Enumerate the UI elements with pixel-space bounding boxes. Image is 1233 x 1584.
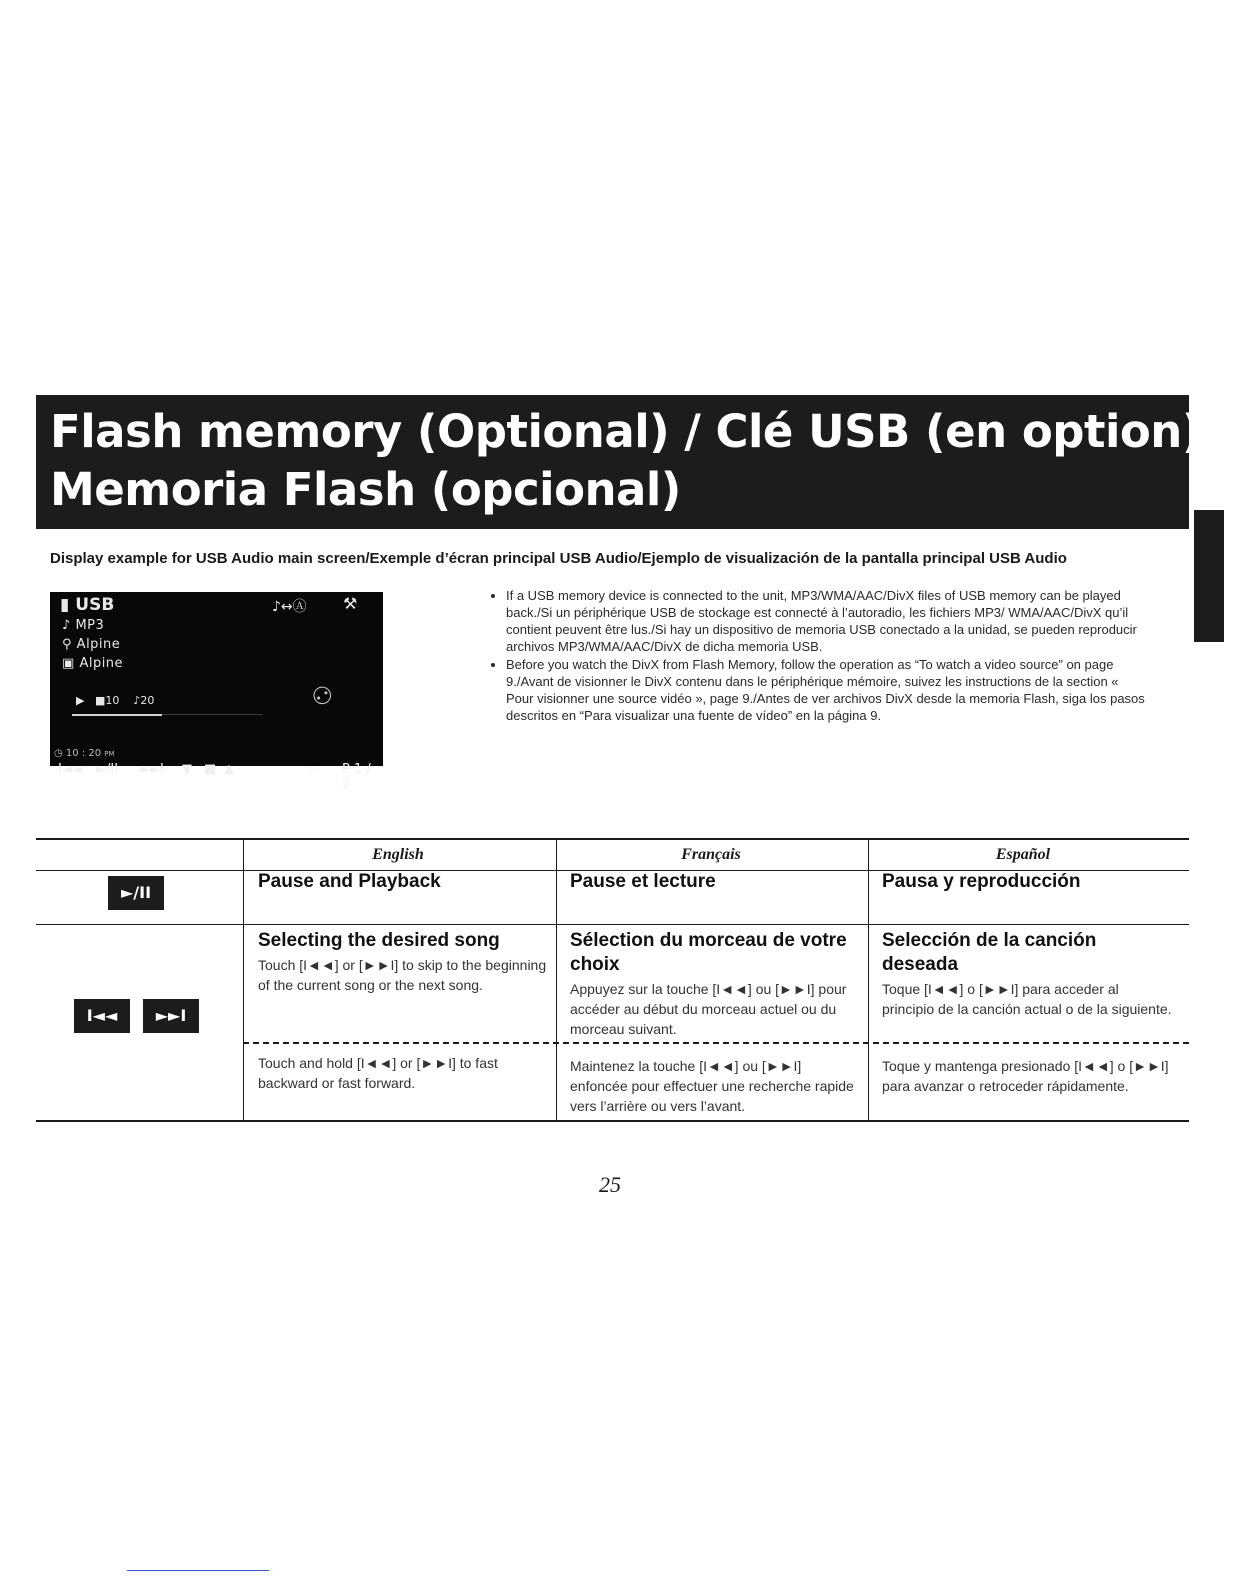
row1-francais-heading: Pause et lecture: [570, 871, 716, 892]
format-row: [62, 618, 104, 633]
progress-bar-track: [162, 714, 262, 715]
column-header-espanol: Español: [995, 846, 1051, 863]
repeat-icon: ♪↔Ⓐ: [272, 599, 307, 615]
album-row: [62, 656, 123, 671]
column-header-english: English: [372, 846, 424, 863]
page-title-bar: [36, 395, 1233, 529]
progress-bar[interactable]: [72, 714, 162, 716]
column-rule: [243, 838, 244, 1120]
page-title-line-2: Memoria Flash (opcional): [50, 463, 681, 516]
page-title-line-1: Flash memory (Optional) / Clé USB (en option) /: [50, 405, 1233, 458]
column-rule: [556, 838, 557, 1120]
row1-espanol: [882, 870, 1172, 894]
artist-label: Alpine: [76, 637, 121, 652]
next-key: ►►I: [143, 999, 199, 1033]
next-track-icon[interactable]: ►►I: [140, 762, 164, 777]
play-pause-key: ►/II: [108, 876, 164, 910]
format-label: MP3: [75, 618, 105, 633]
track-number: 20: [140, 694, 155, 707]
folder-icon: ■: [94, 694, 106, 707]
usb-stick-icon: ▮: [60, 595, 70, 615]
row-rule: [36, 924, 1189, 925]
note-item: • Before you watch the DivX from Flash Memory, follow the operation as “To watch a video source” on page 9./Avant de visionner le DivX contenu dans le périphérique mémoire, suivez les instructions de la section « Pour visionner une source vidéo », page 9./Antes de ver archivos DivX desde la memoria Flash, siga los pasos descritos en “Para visualizar una fuente de vídeo” en la página 9.: [506, 656, 1146, 724]
display-example-caption: Display example for USB Audio main screen/Exemple d’écran principal USB Audio/Ejemplo de visualización de la pantalla principal USB Audio: [50, 550, 1067, 567]
search-icon[interactable]: ⌕: [308, 762, 316, 777]
footnote-rule: [127, 1570, 269, 1571]
usb-symbol-icon: ⚇: [305, 678, 340, 714]
play-pause-icon[interactable]: ►/II: [96, 762, 119, 777]
row1-francais: [570, 870, 860, 894]
row2-francais-text: Appuyez sur la touche [I◄◄] ou [►►I] pour accéder au début du morceau actuel ou du morceau suivant.: [570, 981, 847, 1037]
folder-number: 10: [105, 694, 120, 707]
track-icon: ♪: [133, 694, 141, 707]
row2-espanol-hold: [882, 1054, 1172, 1096]
note-item: • If a USB memory device is connected to the unit, MP3/WMA/AAC/DivX files of USB memory can be played back./Si un périphérique USB de stockage est connecté à l’autoradio, les fichiers MP3/ WMA/AAC/DivX qu’il contient peuvent être lus./Si hay un dispositivo de memoria USB conectado a la unidad, se pueden reproducir archivos MP3/WMA/AAC/DivX de dicha memoria USB.: [506, 587, 1146, 655]
page-indicator: P 1 / 2: [342, 762, 371, 792]
previous-track-icon[interactable]: I◄◄: [58, 762, 82, 777]
row2-espanol-heading: Selección de la canción deseada: [882, 930, 1097, 975]
page-number: 25: [599, 1172, 621, 1197]
row2-english-hold: [258, 1051, 548, 1093]
row2-francais-heading: Sélection du morceau de votre choix: [570, 930, 847, 975]
row1-espanol-heading: Pausa y reproducción: [882, 871, 1081, 892]
artist-icon: ⚲: [62, 637, 73, 652]
album-label: Alpine: [79, 656, 124, 671]
play-icon: ▶: [76, 694, 85, 707]
row2-espanol-text: Toque [I◄◄] o [►►I] para acceder al principio de la canción actual o de la siguiente.: [882, 981, 1172, 1017]
clock: [54, 748, 115, 759]
row2-english-text: Touch [I◄◄] or [►►I] to skip to the beginning of the current song or the next song.: [258, 957, 547, 993]
row1-english-heading: Pause and Playback: [258, 871, 441, 892]
row2-espanol: [882, 929, 1172, 1019]
table-top-rule: [36, 838, 1189, 840]
playback-status: [76, 694, 154, 707]
row2-english-hold-text: Touch and hold [I◄◄] or [►►I] to fast backward or fast forward.: [258, 1055, 498, 1091]
row2-francais-hold-text: Maintenez la touche [I◄◄] ou [►►I] enfoncée pour effectuer une recherche rapide vers l’arrière ou vers l’avant.: [570, 1058, 854, 1114]
clock-suffix: PM: [104, 750, 115, 758]
folder-down-icon[interactable]: ▼: [182, 762, 192, 777]
row1-english: [258, 870, 548, 894]
sub-row-divider: [243, 1042, 1189, 1044]
table-bottom-rule: [36, 1120, 1189, 1122]
row2-espanol-hold-text: Toque y mantenga presionado [I◄◄] o [►►I] para avanzar o retroceder rápidamente.: [882, 1058, 1169, 1094]
column-rule: [868, 838, 869, 1120]
row2-francais-hold: [570, 1054, 860, 1116]
previous-key: I◄◄: [74, 999, 130, 1033]
wrench-icon: ⚒: [343, 594, 358, 613]
row2-francais: [570, 929, 860, 1039]
source-label: [60, 595, 114, 615]
column-header-francais: Français: [681, 846, 741, 863]
clock-icon: ◷: [54, 748, 63, 759]
usb-notes: [486, 587, 1146, 725]
artist-row: [62, 637, 120, 652]
control-bar: [50, 762, 383, 792]
row2-english: [258, 929, 548, 995]
row2-english-heading: Selecting the desired song: [258, 930, 500, 951]
clock-time: 10 : 20: [65, 748, 102, 759]
usb-audio-screen-example: [50, 592, 383, 792]
section-edge-tab: [1194, 510, 1224, 642]
album-icon: ▣: [62, 656, 75, 671]
folder-icon: ■: [204, 762, 217, 777]
source-name: USB: [75, 595, 115, 615]
music-note-icon: ♪: [62, 618, 71, 633]
folder-up-icon[interactable]: ▲: [224, 762, 234, 777]
